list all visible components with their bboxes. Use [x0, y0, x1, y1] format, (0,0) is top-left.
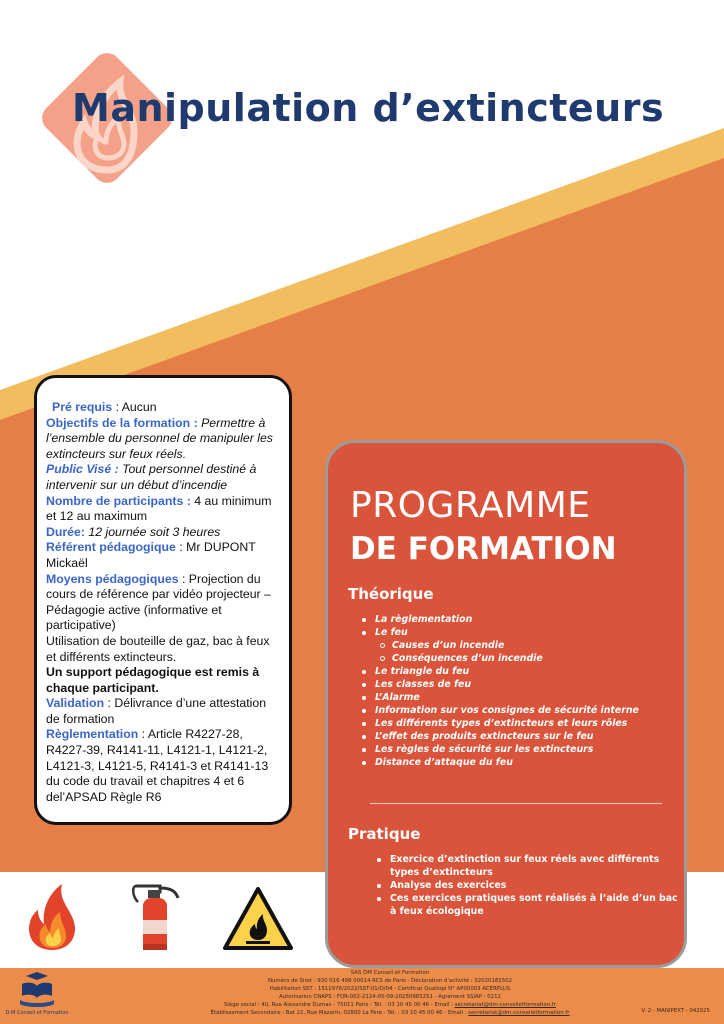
list-item: Le triangle du feu [350, 665, 680, 678]
footer-line1: Numéro de Siret : 930 016 498 00014 RCS de Paris - Déclaration d’activité : 32020181502 [267, 978, 513, 985]
flammable-warning-icon [222, 886, 294, 952]
footer-email-link-secondary[interactable]: secretariat@dm-conseiletformation.fr [468, 1010, 570, 1017]
duree-value: 12 journée soit 3 heures [84, 524, 221, 539]
support-note: Un support pédagogique est remis à chaque participant. [46, 665, 260, 695]
fire-extinguisher-icon [130, 880, 182, 952]
objectifs-value: Permettre à l’ensemble du personnel de manipuler les extincteurs sur feux réels. [46, 415, 273, 461]
version-label: V. 2 - MANIPEXT - 042025 [641, 1008, 710, 1014]
footer-text [140, 969, 640, 1018]
list-item: Les classes de feu [350, 678, 680, 691]
pratique-list [350, 853, 680, 918]
public-value: Tout personnel destiné à intervenir sur un début d’incendie [46, 462, 257, 492]
list-item: Les différents types d’extincteurs et leurs rôles [350, 717, 680, 730]
reglementation-value: : Article R4227-28, R4227-39, R4141-11, L4121-1, L4121-2, L4121-3, L4121-5, R4141-3 et R4141-13 du code du travail et chapitres 4 et 6 del’APSAD Règle R6 [46, 727, 269, 804]
moyens-extra: Utilisation de bouteille de gaz, bac à feux et différents extincteurs. [46, 633, 270, 664]
pratique-heading: Pratique [348, 825, 421, 843]
page-title: Manipulation d’extincteurs [72, 86, 665, 130]
programme-title-line2: DE FORMATION [350, 531, 617, 567]
programme-card [325, 440, 687, 968]
validation-label: Validation [46, 696, 105, 711]
fire-icon [24, 880, 80, 952]
participants-value: 4 au minimum et 12 au maximum [46, 493, 272, 524]
logo-text: D.M Conseil et Formation [5, 1010, 69, 1016]
prerequis-value: : Aucun [112, 400, 157, 414]
footer-email-link[interactable]: secretariat@dm-conseiletformation.fr [454, 1002, 556, 1009]
theorique-heading: Théorique [348, 585, 434, 603]
validation-value: : Délivrance d’une attestation de formation [46, 696, 267, 726]
prerequis-label: Pré requis [52, 400, 113, 414]
company-logo [5, 970, 69, 1020]
footer-line2: Habilitation SST : 1511976/2022/SST-01/O/04 - Certificat Qualiopi N° AP00003 ACERPLUS [269, 986, 511, 993]
footer-line3: Autorisation CNAPS : FOR-002-2124-05-09-20250983251 - Agrément SSIAP : 0212 [279, 994, 501, 1001]
programme-title-line1: PROGRAMME [350, 485, 591, 526]
reglementation-label: Règlementation [46, 727, 139, 742]
participants-label: Nombre de participants : [46, 493, 191, 508]
list-item: Ces exercices pratiques sont réalisés à l’aide d’un bac à feux écologique [350, 892, 680, 918]
list-item: Conséquences d’un incendie [350, 652, 680, 665]
footer-company: SAS DM Conseil et Formation [350, 970, 430, 976]
list-item: Le feu [350, 626, 680, 639]
moyens-label: Moyens pédagogiques [46, 571, 179, 586]
moyens-value: : Projection du cours de référence par vidéo projecteur – Pédagogie active (informative et participative) [46, 571, 271, 633]
list-item: Distance d’attaque du feu [350, 756, 680, 769]
objectifs-label: Objectifs de la formation : [46, 415, 198, 430]
list-item: Analyse des exercices [350, 879, 680, 892]
footer-line5: Établissement Secondaire : Bat 22, Rue Mazarin, 02800 La Fère - Tél. : 03 10 45 00 46 - Email : [210, 1010, 469, 1017]
course-info-card [34, 375, 292, 825]
list-item: Causes d’un incendie [350, 639, 680, 652]
public-label: Public Visé : [46, 462, 119, 477]
list-item: Exercice d’extinction sur feux réels avec différents types d’extincteurs [350, 853, 680, 879]
list-item: La règlementation [350, 613, 680, 626]
duree-label: Durée: [46, 524, 85, 539]
referent-label: Référent pédagogique [46, 540, 176, 555]
footer-line4: Siège social : 40, Rue Alexandre Dumas - 75011 Paris - Tél. : 03 10 45 00 46 - Email : [224, 1002, 455, 1009]
list-item: L’Alarme [350, 691, 680, 704]
list-item: L’effet des produits extincteurs sur le feu [350, 730, 680, 743]
section-divider [370, 803, 662, 804]
list-item: Les règles de sécurité sur les extincteurs [350, 743, 680, 756]
list-item: Information sur vos consignes de sécurité interne [350, 704, 680, 717]
referent-value: : Mr DUPONT Mickaël [46, 540, 256, 570]
theorique-list [350, 613, 680, 769]
